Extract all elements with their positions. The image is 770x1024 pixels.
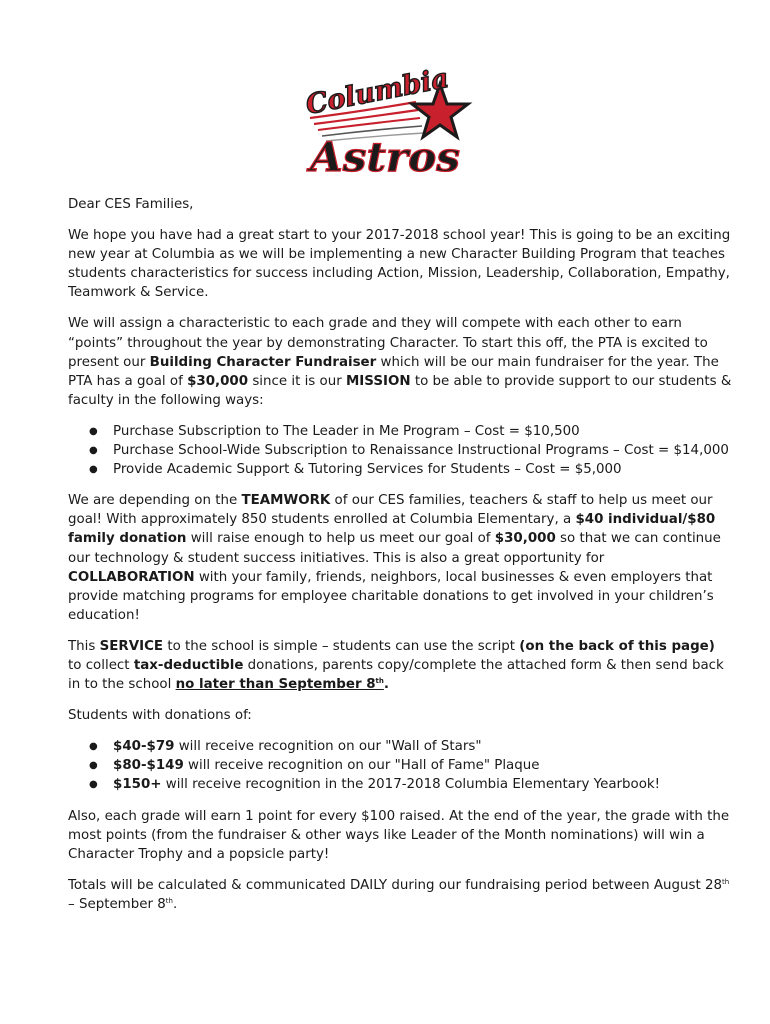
list-item: ● Purchase Subscription to The Leader in Me Program – Cost = $10,500	[113, 422, 732, 441]
ways-list	[68, 422, 732, 479]
service-word: SERVICE	[99, 638, 164, 654]
list-item: ● Purchase School-Wide Subscription to Renaissance Instructional Programs – Cost = $14,000	[113, 441, 732, 460]
tiers-intro: Students with donations of:	[68, 708, 252, 724]
fundraiser-name: Building Character Fundraiser	[149, 354, 377, 370]
goal-amount: $30,000	[494, 531, 556, 547]
salutation: Dear CES Families,	[68, 197, 194, 212]
list-item: ● $40-$79 will receive recognition on our "Wall of Stars"	[113, 737, 732, 756]
teamwork-word: TEAMWORK	[241, 493, 331, 509]
teamwork-paragraph: We are depending on the TEAMWORK of our CES families, teachers & staff to help us meet our goal! With approximately 850 students enrolled at Columbia Elementary, a $40 individual/$80 family donation will raise enough to help us meet our goal of $30,000 so that we can continue our technology & student success initiatives. This is also a great opportunity for COLLABORATION with your family, friends, neighbors, local businesses & even employers that provide matching programs for employee charitable donations to get involved in your children’s education!	[68, 493, 721, 623]
letter-body	[68, 195, 732, 926]
list-item: ● Provide Academic Support & Tutoring Services for Students – Cost = $5,000	[113, 460, 732, 479]
list-item: ● $150+ will receive recognition in the 2017-2018 Columbia Elementary Yearbook!	[113, 775, 732, 794]
totals-paragraph: Totals will be calculated & communicated DAILY during our fundraising period between August 28th – September 8th.	[68, 877, 730, 912]
service-paragraph: This SERVICE to the school is simple – students can use the script (on the back of this page) to collect tax-deductible donations, parents copy/complete the attached form & then send back in to the school no later than September 8th.	[68, 638, 724, 693]
fundraiser-paragraph: We will assign a characteristic to each grade and they will compete with each other to earn “points” throughout the year by demonstrating Character. To start this off, the PTA is excited to present our Building Character Fundraiser which will be our main fundraiser for the year. The PTA has a goal of $30,000 since it is our MISSION to be able to provide support to our students & faculty in the following ways:	[68, 316, 732, 408]
deadline: no later than September 8th.	[175, 677, 389, 693]
mission-word: MISSION	[345, 373, 411, 389]
intro-paragraph: We hope you have had a great start to your 2017-2018 school year! This is going to be an exciting new year at Columbia as we will be implementing a new Character Building Program that teaches students characteristics for success including Action, Mission, Leadership, Collaboration, Empathy, Teamwork & Service.	[68, 228, 731, 301]
swoosh-line	[318, 118, 420, 130]
logo-text-columbia: Columbia	[303, 68, 452, 121]
logo-text-astros: Astros	[305, 134, 460, 181]
tax-deductible-word: tax-deductible	[133, 657, 244, 673]
tiers-list	[68, 737, 732, 794]
donation-amount: $40 individual/$80 family donation	[68, 512, 716, 547]
columbia-astros-logo	[298, 68, 474, 184]
collaboration-word: COLLABORATION	[68, 569, 195, 585]
points-paragraph: Also, each grade will earn 1 point for every $100 raised. At the end of the year, the grade with the most points (from the fundraiser & other ways like Leader of the Month nominations) will win a Character Trophy and a popsicle party!	[68, 808, 730, 862]
list-item: ● $80-$149 will receive recognition on our "Hall of Fame" Plaque	[113, 756, 732, 775]
script-note: (on the back of this page)	[519, 638, 715, 654]
logo-graphic	[298, 68, 474, 184]
goal-amount: $30,000	[187, 373, 249, 389]
